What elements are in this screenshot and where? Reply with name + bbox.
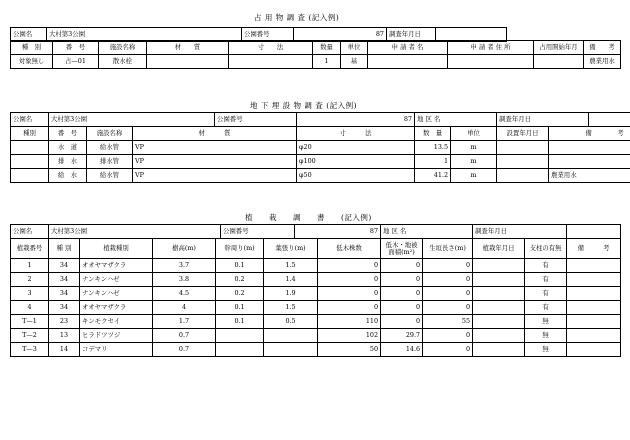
area-value	[423, 225, 473, 239]
table-cell: 34	[49, 259, 80, 273]
col-header: 申 請 者 住 所	[448, 41, 534, 55]
table-cell: オオヤマザクラ	[80, 301, 153, 315]
col-header: 支柱の有無	[525, 239, 567, 259]
park-no-label: 公園番号	[242, 28, 294, 42]
underground-title: 地 下 埋 設 物 調 査 (記入例)	[250, 101, 358, 110]
table-cell: コデマリ	[80, 343, 153, 357]
table-cell: 34	[49, 287, 80, 301]
park-no-value: 87	[297, 113, 415, 127]
table-cell: 0	[423, 259, 473, 273]
table-cell: 排 水	[49, 155, 87, 169]
park-name-label: 公園名	[11, 28, 47, 42]
table-cell: 34	[49, 301, 80, 315]
table-cell	[229, 55, 313, 69]
table-cell: 0	[318, 259, 381, 273]
col-header: 植栽番号	[11, 239, 49, 259]
table-row	[11, 329, 621, 343]
table-row	[11, 287, 621, 301]
col-header: 寸 法	[297, 127, 415, 141]
occupancy-header-row	[11, 41, 621, 55]
table-cell: 13	[49, 329, 80, 343]
table-row	[11, 301, 621, 315]
table-cell: 102	[318, 329, 381, 343]
table-cell: 0.7	[153, 343, 216, 357]
table-cell: 有	[525, 259, 567, 273]
col-header: 番 号	[53, 41, 99, 55]
table-cell: 給水管	[87, 169, 133, 183]
occupancy-table	[10, 40, 621, 69]
table-cell: ナンキンハゼ	[80, 273, 153, 287]
park-no-label: 公園番号	[221, 225, 295, 239]
park-no-value: 87	[294, 28, 387, 42]
table-cell: オオヤマザクラ	[80, 259, 153, 273]
table-cell: 3	[11, 287, 49, 301]
table-row	[11, 315, 621, 329]
col-header: 施設名称	[87, 127, 133, 141]
underground-table	[10, 112, 630, 183]
park-no-label: 公園番号	[215, 113, 297, 127]
park-name-value: 大村第3公園	[49, 113, 168, 127]
park-name-value: 大村第3公園	[49, 225, 176, 239]
survey-date-label: 調査年月日	[497, 113, 589, 127]
table-cell: 0	[381, 273, 423, 287]
table-cell: 0	[318, 301, 381, 315]
table-cell: VP	[133, 141, 297, 155]
table-cell: 有	[525, 287, 567, 301]
table-cell	[11, 155, 49, 169]
table-cell	[567, 315, 621, 329]
table-row	[11, 141, 630, 155]
table-cell: 1.5	[264, 259, 318, 273]
table-cell: T—2	[11, 329, 49, 343]
table-cell	[497, 169, 549, 183]
park-no-value: 87	[295, 225, 381, 239]
table-cell	[567, 329, 621, 343]
planting-header-row	[11, 239, 621, 259]
planting-table	[10, 224, 621, 357]
table-cell: 有	[525, 301, 567, 315]
col-header: 葉張り(m)	[264, 239, 318, 259]
table-cell	[216, 343, 264, 357]
table-cell	[497, 155, 549, 169]
table-row	[11, 155, 630, 169]
table-cell: 無	[525, 343, 567, 357]
table-cell	[473, 259, 525, 273]
col-header: 低木・地被面積(m²)	[381, 239, 423, 259]
table-cell: 0.1	[216, 315, 264, 329]
table-cell	[567, 343, 621, 357]
park-name-label: 公園名	[11, 225, 49, 239]
col-header: 備 考	[584, 41, 621, 55]
table-cell: T—3	[11, 343, 49, 357]
table-cell: 4.5	[153, 287, 216, 301]
table-row	[11, 169, 630, 183]
survey-date-label: 調査年月日	[387, 28, 436, 42]
table-cell: m	[451, 169, 497, 183]
table-cell: 0	[318, 287, 381, 301]
table-cell: 13.5	[415, 141, 451, 155]
table-cell: 14.6	[381, 343, 423, 357]
col-header: 植栽年月日	[473, 239, 525, 259]
col-header: 低木株数	[318, 239, 381, 259]
table-cell	[473, 329, 525, 343]
table-cell: 0	[381, 315, 423, 329]
col-header: 施設名称	[99, 41, 147, 55]
table-cell: 0	[423, 343, 473, 357]
table-cell: 0	[423, 273, 473, 287]
col-header: 種 別	[49, 239, 80, 259]
table-cell: φ50	[297, 169, 415, 183]
table-row	[11, 273, 621, 287]
area-label: 地 区 名	[381, 225, 423, 239]
col-header: 単位	[341, 41, 368, 55]
table-cell: 0.2	[216, 273, 264, 287]
table-cell	[567, 301, 621, 315]
table-cell	[264, 343, 318, 357]
area-label: 地 区 名	[415, 113, 451, 127]
table-cell: φ100	[297, 155, 415, 169]
table-cell: 給 水	[49, 169, 87, 183]
table-cell: 0.2	[216, 287, 264, 301]
table-cell	[567, 287, 621, 301]
table-cell: 0	[423, 287, 473, 301]
table-cell	[549, 155, 630, 169]
table-cell	[448, 55, 534, 69]
table-cell: VP	[133, 155, 297, 169]
underground-header-row	[11, 127, 630, 141]
table-cell: m	[451, 141, 497, 155]
col-header: 寸 法	[229, 41, 313, 55]
table-cell: 排水管	[87, 155, 133, 169]
table-cell	[216, 329, 264, 343]
table-cell	[497, 141, 549, 155]
table-cell: 4	[153, 301, 216, 315]
col-header: 番 号	[49, 127, 87, 141]
table-cell: 農業用水	[549, 169, 630, 183]
table-cell: m	[451, 155, 497, 169]
col-header: 材 質	[133, 127, 297, 141]
occupancy-title: 占 用 物 調 査 (記入例)	[254, 13, 340, 22]
col-header: 植栽種別	[80, 239, 153, 259]
table-cell	[549, 141, 630, 155]
table-cell	[368, 55, 448, 69]
planting-info-row	[11, 225, 621, 239]
col-header: 単位	[451, 127, 497, 141]
table-cell: 14	[49, 343, 80, 357]
table-cell: ナンキンハゼ	[80, 287, 153, 301]
col-header: 占用開始年月	[534, 41, 584, 55]
col-header: 材 質	[147, 41, 229, 55]
table-cell: 55	[423, 315, 473, 329]
table-row	[11, 259, 621, 273]
planting-title: 植 栽 調 書 (記入例)	[245, 213, 372, 222]
table-cell: 1	[415, 155, 451, 169]
table-cell: 基	[341, 55, 368, 69]
table-cell: VP	[133, 169, 297, 183]
table-cell	[473, 273, 525, 287]
col-header: 備 考	[567, 239, 621, 259]
table-cell: 1.4	[264, 273, 318, 287]
table-cell: 給水管	[87, 141, 133, 155]
table-cell: 農業用水	[584, 55, 621, 69]
table-cell	[147, 55, 229, 69]
survey-date-value	[589, 113, 630, 127]
table-cell: 占—01	[53, 55, 99, 69]
table-row	[11, 55, 621, 69]
survey-date-value	[567, 225, 621, 239]
table-cell: 29.7	[381, 329, 423, 343]
table-cell: 無	[525, 329, 567, 343]
table-cell	[534, 55, 584, 69]
table-cell	[473, 315, 525, 329]
park-name-label: 公園名	[11, 113, 49, 127]
table-cell: 50	[318, 343, 381, 357]
table-cell: 3.7	[153, 259, 216, 273]
table-cell: 2	[11, 273, 49, 287]
table-cell: 1	[11, 259, 49, 273]
table-cell: 4	[11, 301, 49, 315]
table-cell: 0	[423, 329, 473, 343]
survey-date-label: 調査年月日	[473, 225, 567, 239]
table-cell: 23	[49, 315, 80, 329]
park-name-value: 大村第3公園	[47, 28, 242, 42]
table-cell: 3.8	[153, 273, 216, 287]
table-cell: 0	[318, 273, 381, 287]
table-cell: 1.9	[264, 287, 318, 301]
table-row	[11, 343, 621, 357]
table-cell: 水 道	[49, 141, 87, 155]
table-cell	[473, 287, 525, 301]
table-cell	[473, 301, 525, 315]
table-cell: 1.5	[264, 301, 318, 315]
table-cell	[567, 259, 621, 273]
table-cell: 0.1	[216, 259, 264, 273]
table-cell: 0.5	[264, 315, 318, 329]
table-cell	[11, 169, 49, 183]
area-value	[451, 113, 497, 127]
table-cell: 1.7	[153, 315, 216, 329]
blank-cell	[168, 113, 215, 127]
table-cell: 0	[381, 259, 423, 273]
underground-info-row	[11, 113, 630, 127]
table-cell	[11, 141, 49, 155]
col-header: 生垣長さ(m)	[423, 239, 473, 259]
blank-cell	[176, 225, 221, 239]
col-header: 数 量	[415, 127, 451, 141]
table-cell: 有	[525, 273, 567, 287]
col-header: 樹高(m)	[153, 239, 216, 259]
col-header: 数量	[313, 41, 341, 55]
table-cell: T—1	[11, 315, 49, 329]
col-header: 設置年月日	[497, 127, 549, 141]
table-cell: 対象無し	[11, 55, 53, 69]
table-cell: キンモクセイ	[80, 315, 153, 329]
table-cell: 無	[525, 315, 567, 329]
table-cell: 0.1	[216, 301, 264, 315]
table-cell: 0	[381, 287, 423, 301]
table-cell: ヒラドツツジ	[80, 329, 153, 343]
table-cell	[567, 273, 621, 287]
table-cell: 1	[313, 55, 341, 69]
table-cell: 散水栓	[99, 55, 147, 69]
table-cell: 0.7	[153, 329, 216, 343]
table-cell: φ20	[297, 141, 415, 155]
col-header: 幹周り(m)	[216, 239, 264, 259]
col-header: 種別	[11, 127, 49, 141]
table-cell	[473, 343, 525, 357]
table-cell: 0	[381, 301, 423, 315]
col-header: 種 別	[11, 41, 53, 55]
table-cell	[264, 329, 318, 343]
col-header: 備 考	[549, 127, 630, 141]
table-cell: 34	[49, 273, 80, 287]
table-cell: 110	[318, 315, 381, 329]
table-cell: 0	[423, 301, 473, 315]
table-cell: 41.2	[415, 169, 451, 183]
col-header: 申 請 者 名	[368, 41, 448, 55]
